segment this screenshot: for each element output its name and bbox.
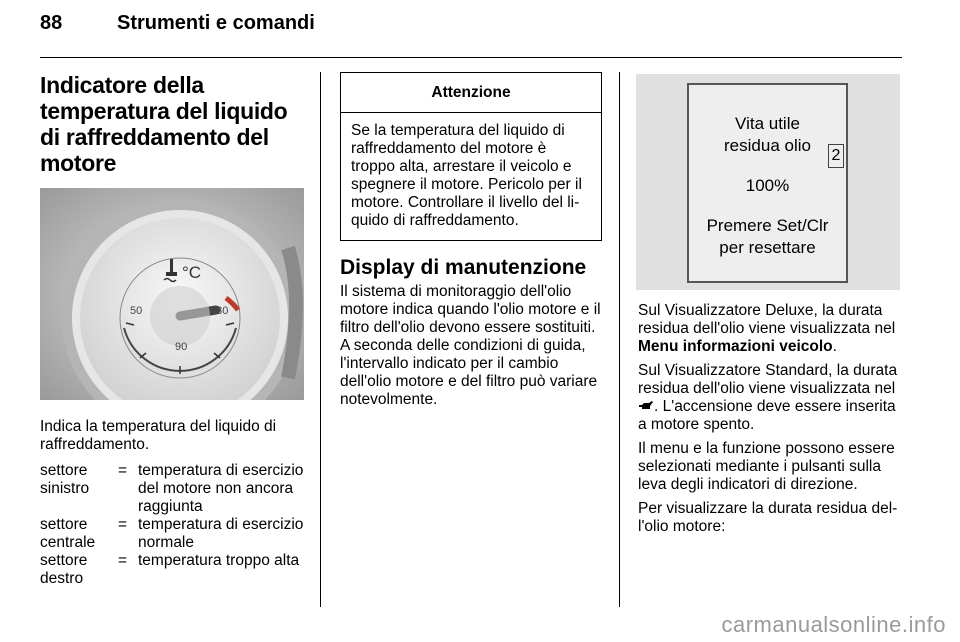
definition-row (40, 462, 305, 516)
gauge-label-130: 130 (210, 305, 229, 317)
display-value: 100% (745, 176, 790, 195)
celsius-symbol: °C (182, 263, 202, 282)
gauge-label-90: 90 (175, 341, 188, 353)
definition-value: temperatura di esercizio normale (138, 516, 304, 551)
right-column (638, 72, 902, 536)
display-line-4: per resettare (719, 238, 816, 257)
page-number: 88 (40, 12, 63, 34)
page-header (40, 12, 902, 42)
sector-definition-table (40, 462, 305, 588)
definition-eq: = (118, 462, 128, 479)
deluxe-text-a: Sul Visualizzatore Deluxe, la durata residua dell'olio viene visualizzata nel (638, 302, 896, 337)
chapter-title: Strumenti e comandi (117, 12, 315, 34)
warning-text: Se la temperatura del liquido di raffreddamento del motore è troppo alta, arrestare il veicolo e spegnere il motore. Pericolo per il motore. Controllare il livello del liquido di raffreddamento. (351, 122, 582, 229)
column-divider-1 (320, 72, 321, 607)
section-heading-coolant: Indicatore della temperatura del liquido di raffreddamento del motore (40, 72, 288, 176)
standard-text-b: . L'accensione deve essere inserita a motore spento. (638, 398, 896, 433)
definition-key: settore sinistro (40, 462, 90, 497)
left-column (40, 72, 305, 588)
display-line-2: residua olio (724, 136, 811, 155)
display-page-badge: 2 (828, 144, 844, 168)
definition-key: settore destro (40, 552, 88, 587)
maintenance-body-text: Il sistema di monitoraggio dell'olio motore indica quando l'olio motore e il filtro dell'olio devono essere sostituiti. A seconda delle condizioni di guida, l'intervallo indicato per il cambio dell'olio motore e del filtro può variare notevolmente. (340, 283, 601, 408)
vehicle-info-menu-term: Menu informazioni veicolo (638, 338, 833, 355)
oil-life-display-illustration (636, 74, 900, 290)
standard-display-text (638, 362, 902, 434)
warning-title: Attenzione (341, 73, 601, 113)
definition-row (40, 516, 305, 552)
warning-box (340, 72, 602, 241)
section-heading-maintenance: Display di manutenzione (340, 256, 587, 279)
menu-selection-text: Il menu e la funzione possono essere selezionati mediante i pulsanti sulla leva degli indicatori di direzione. (638, 440, 895, 493)
view-oil-life-text: Per visualizzare la durata residua dell'olio motore: (638, 500, 898, 535)
display-line-3: Premere Set/Clr (706, 216, 829, 235)
watermark: carmanualsonline.info (721, 612, 946, 637)
coolant-gauge-photo (40, 188, 304, 400)
oil-can-icon (638, 399, 654, 411)
standard-text-a: Sul Visualizzatore Standard, la durata residua dell'olio viene visualizzata nel (638, 362, 898, 397)
definition-key: settore centrale (40, 516, 96, 551)
display-line-1: Vita utile (735, 114, 800, 133)
header-rule (40, 57, 902, 58)
definition-value: temperatura troppo alta (138, 552, 300, 569)
definition-row (40, 552, 305, 588)
column-divider-2 (619, 72, 620, 607)
gauge-label-50: 50 (130, 305, 143, 317)
definition-eq: = (118, 552, 128, 569)
display-screen (687, 83, 848, 283)
coolant-intro-text: Indica la temperatura del liquido di raffreddamento. (40, 418, 277, 453)
definition-value: temperatura di esercizio del motore non ancora raggiunta (138, 462, 304, 515)
middle-column (340, 72, 602, 409)
deluxe-display-text (638, 302, 902, 356)
deluxe-text-c: . (832, 338, 837, 355)
definition-eq: = (118, 516, 128, 533)
